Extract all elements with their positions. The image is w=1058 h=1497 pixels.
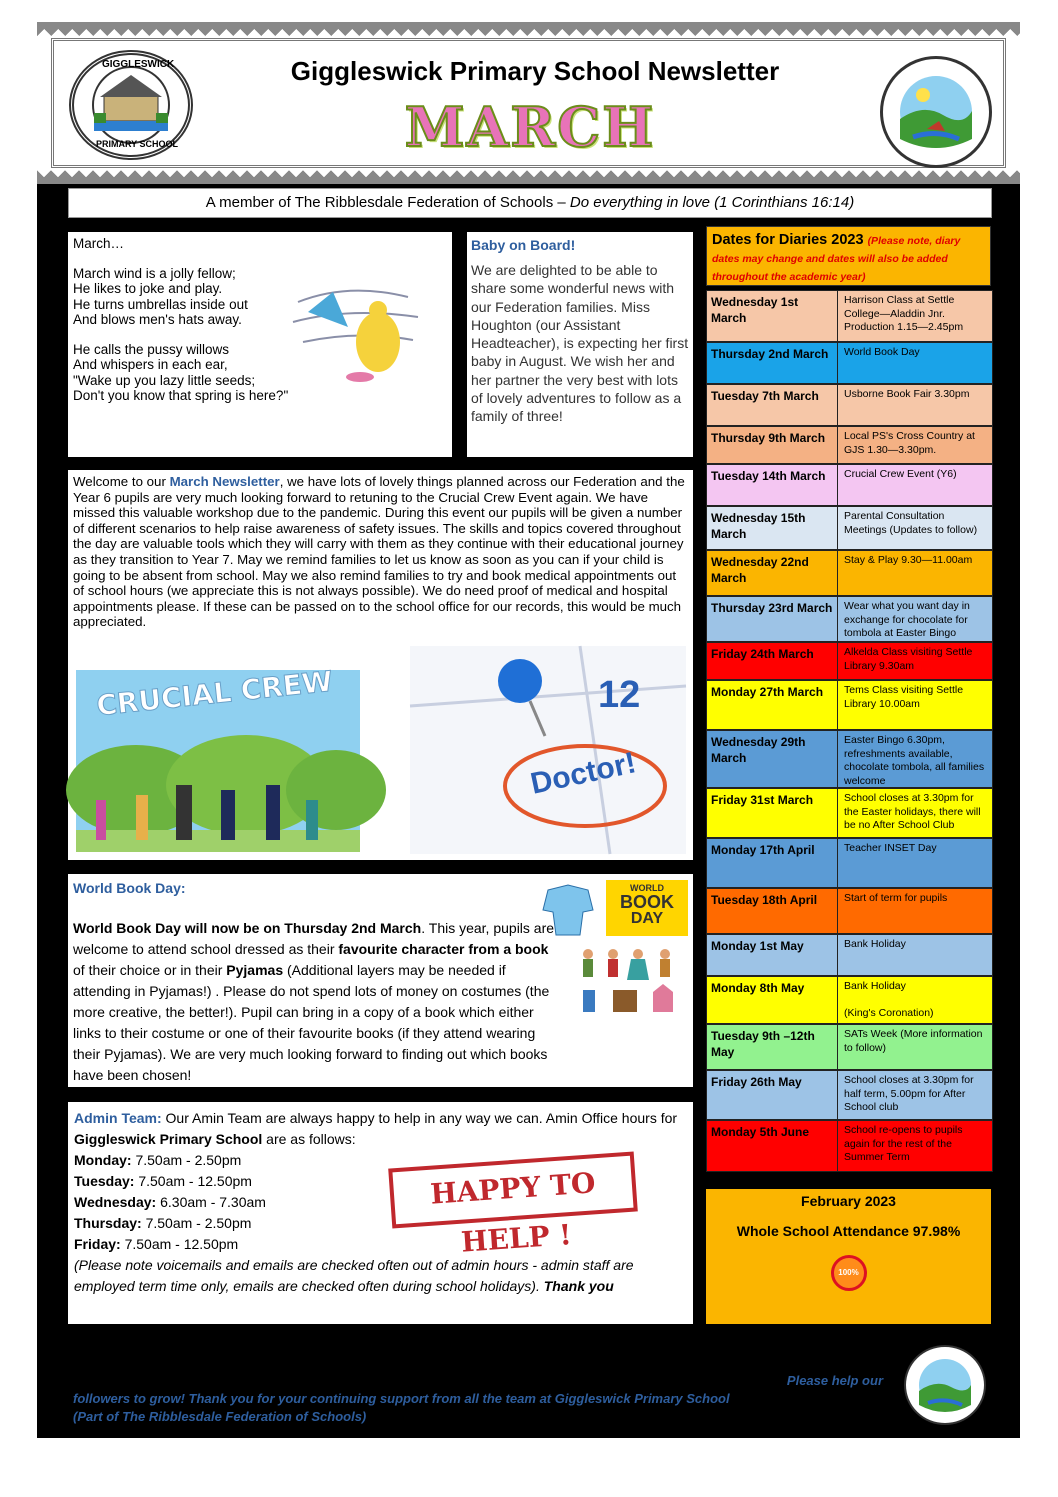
march-poem-box <box>68 232 452 457</box>
welcome-body: , we have lots of lovely things planned across our Federation and the Year 6 pupils are very much looking forward to retuning to the Crucial Crew Event again. We have missed this valuable workshop due to the pandemic. During this event our pupils will be given a number of different scenarios to help raise awareness of safety issues. The skills and topics covered throughout the day are valuable tools which they will carry with them as they continue with their educational journey as they transition to Year 7. May we remind families to let us know as soon as you can if your child is going to be absent from school. May we also remind families to try and book medical appointments out of school hours (we appreciate this is not always possible). We do need proof of medical and hospital appointments please. If these can be passed on to the school office for our records, this would be much appreciated. <box>73 474 685 630</box>
hours-day: Wednesday: <box>74 1194 157 1210</box>
hours-day: Monday: <box>74 1152 132 1168</box>
world-book-day-box <box>68 874 693 1087</box>
wbd-t3: (Additional layers may be needed if attending in Pyjamas!) . Please do not spend lots of money on costumes (the more creative, the better!). Pupil can bring in a copy of a book which either links to their costume or one of their favourite books (if they attend wearing their Pyjamas). We are very much looking forward to finding out which books have been chosen! <box>73 962 550 1083</box>
welcome-highlight: March Newsletter <box>169 474 280 489</box>
zigzag-border-bottom <box>37 170 1020 184</box>
date-cell: Wednesday 1st March <box>707 291 838 341</box>
month-banner: MARCH <box>404 95 656 159</box>
event-cell: School closes at 3.30pm for the Easter holidays, there will be no After School Club <box>844 792 981 831</box>
footer-text <box>73 1372 883 1426</box>
event-cell: Wear what you want day in exchange for chocolate for tombola at Easter Bingo <box>844 600 970 639</box>
dates-note: (Please note, diary dates may change and dates will also be added throughout the academic year) <box>712 235 961 283</box>
date-cell: Tuesday 18th April <box>707 889 838 933</box>
date-row <box>706 788 993 838</box>
date-row <box>706 426 993 464</box>
calendar-number: 12 <box>598 674 641 716</box>
newsletter-title: Giggleswick Primary School Newsletter <box>290 56 780 86</box>
date-row <box>706 642 993 680</box>
date-cell: Monday 5th June <box>707 1121 838 1171</box>
date-row <box>706 976 993 1024</box>
hours-time: 7.50am - 12.50pm <box>120 1236 239 1252</box>
wbd-t1: . This year, pupils are welcome to attend school dressed as their <box>73 920 555 957</box>
date-cell: Monday 27th March <box>707 681 838 729</box>
book-characters-image <box>573 942 693 1022</box>
event-cell: Alkelda Class visiting Settle Library 9.30am <box>844 646 973 672</box>
date-row <box>706 464 993 506</box>
wbd-t2: of their choice or in their <box>73 962 227 978</box>
wbd-bold-intro: World Book Day will now be on Thursday 2nd March <box>73 920 422 936</box>
welcome-text <box>73 474 688 630</box>
attendance-month: February 2023 <box>801 1193 896 1209</box>
doctor-calendar-image <box>410 646 686 854</box>
date-row <box>706 1120 993 1172</box>
event-cell: School closes at 3.30pm for half term, 5.00pm for After School club <box>844 1074 974 1113</box>
welcome-box <box>68 470 693 860</box>
date-cell: Tuesday 9th –12th May <box>707 1025 838 1069</box>
crucial-crew-label: CRUCIAL CREW <box>94 664 335 723</box>
date-row <box>706 1024 993 1070</box>
baby-on-board-box <box>467 232 693 457</box>
hours-day: Thursday: <box>74 1215 142 1231</box>
crucial-crew-scene-icon <box>76 730 360 852</box>
date-row <box>706 342 993 384</box>
footer-line-3: (Part of The Ribblesdale Federation of Schools) <box>73 1409 367 1424</box>
event-cell: Start of term for pupils <box>844 892 948 904</box>
date-row <box>706 384 993 426</box>
hours-time: 7.50am - 2.50pm <box>131 1152 242 1168</box>
date-row <box>706 838 993 888</box>
event-cell: Local PS's Cross Country at GJS 1.30—3.30pm. <box>844 430 975 456</box>
event-cell: Bank Holiday (King's Coronation) <box>844 980 934 1019</box>
date-row <box>706 550 993 596</box>
umbrella-wind-icon <box>288 272 428 387</box>
admin-note-text: (Please note voicemails and emails are checked often out of admin hours - admin staff are employed term time only, emails are checked often during school holidays). <box>74 1257 634 1294</box>
event-cell: Bank Holiday <box>844 938 906 950</box>
event-cell: Harrison Class at Settle College—Aladdin Jnr. Production 1.15—2.45pm <box>844 294 964 333</box>
hours-day: Tuesday: <box>74 1173 135 1189</box>
poem-stanza-1: March wind is a jolly fellow; He likes to joke and play. He turns umbrellas inside out And blows men's hats away. <box>73 265 248 327</box>
date-cell: Friday 31st March <box>707 789 838 837</box>
date-cell: Thursday 9th March <box>707 427 838 463</box>
poem-stanza-2: He calls the pussy willows And whispers in each ear, "Wake up you lazy little seeds; Don't you know that spring is here?" <box>73 341 289 403</box>
wbd-heading: World Book Day: <box>73 880 186 896</box>
pyjamas-image <box>538 880 598 940</box>
event-cell: Parental Consultation Meetings (Updates to follow) <box>844 510 978 536</box>
event-cell: World Book Day <box>844 346 920 358</box>
date-cell: Friday 24th March <box>707 643 838 679</box>
school-logo-top-text: GIGGLESWICK <box>102 59 175 70</box>
school-logo <box>69 50 193 160</box>
date-cell: Monday 17th April <box>707 839 838 887</box>
event-cell: Usborne Book Fair 3.30pm <box>844 388 970 400</box>
event-cell: Stay & Play 9.30—11.00am <box>844 554 973 566</box>
calendar-pin-icon <box>410 646 686 854</box>
wbd-logo-line2: BOOK <box>620 892 674 912</box>
hours-day: Friday: <box>74 1236 121 1252</box>
attendance-box <box>706 1189 991 1324</box>
footer-federation-logo <box>904 1345 986 1425</box>
doctor-label: Doctor! <box>527 746 639 801</box>
footer-line-1: Please help our <box>786 1373 883 1388</box>
attendance-figure: Whole School Attendance 97.98% <box>736 1223 961 1239</box>
dates-header <box>706 226 991 286</box>
federation-logo-icon <box>883 59 989 165</box>
dates-title: Dates for Diaries 2023 <box>712 232 868 248</box>
date-row <box>706 680 993 730</box>
windy-umbrella-illustration <box>288 272 428 387</box>
event-cell: School re-opens to pupils again for the rest of the Summer Term <box>844 1124 963 1163</box>
admin-team-box <box>68 1102 693 1324</box>
date-row <box>706 290 993 342</box>
welcome-prefix: Welcome to our <box>73 474 170 489</box>
date-cell: Wednesday 15th March <box>707 507 838 549</box>
admin-heading: Admin Team: <box>74 1110 162 1126</box>
admin-intro <box>74 1108 687 1150</box>
date-cell: Thursday 23rd March <box>707 597 838 641</box>
hours-time: 7.50am - 2.50pm <box>141 1215 252 1231</box>
tagline-motto: Do everything in love (1 Corinthians 16:14) <box>569 194 855 211</box>
stamp-text: HAPPY TO HELP ! <box>429 1166 597 1259</box>
wbd-logo-line1: WORLD <box>630 883 664 893</box>
admin-intro-text: Our Amin Team are always happy to help in any way we can. Amin Office hours for <box>161 1110 678 1126</box>
event-cell: Tems Class visiting Settle Library 10.00am <box>844 684 964 710</box>
event-cell: Easter Bingo 6.30pm, refreshments available, chocolate tombola, all families welcome <box>844 734 985 787</box>
world-book-day-logo <box>606 880 688 936</box>
header <box>37 22 1020 184</box>
poem-heading: March… <box>73 236 125 251</box>
newsletter-page <box>37 22 1020 1438</box>
date-row <box>706 730 993 788</box>
tagline-text: A member of The Ribblesdale Federation of Schools – <box>205 194 570 211</box>
date-cell: Monday 8th May <box>707 977 838 1023</box>
event-cell: Teacher INSET Day <box>844 842 937 854</box>
admin-note <box>74 1255 687 1297</box>
date-row <box>706 506 993 550</box>
wbd-logo-line3: DAY <box>630 910 664 927</box>
date-cell: Monday 1st May <box>707 935 838 975</box>
admin-thanks: Thank you <box>543 1278 614 1294</box>
crucial-crew-image <box>76 664 360 852</box>
admin-intro-text-2: are as follows: <box>262 1131 356 1147</box>
hours-time: 6.30am - 7.30am <box>156 1194 266 1210</box>
date-row <box>706 934 993 976</box>
footer-line-2: followers to grow! Thank you for your continuing support from all the team at Giggleswick Primary School <box>73 1391 730 1406</box>
tagline <box>68 188 992 218</box>
school-logo-bottom-text: PRIMARY SCHOOL <box>96 139 179 149</box>
attendance-badge: 100% <box>831 1255 867 1291</box>
wbd-text-top <box>73 918 563 1086</box>
date-row <box>706 1070 993 1120</box>
event-cell: Crucial Crew Event (Y6) <box>844 468 957 480</box>
baby-heading: Baby on Board! <box>471 237 576 253</box>
book-characters-icon <box>573 942 693 1022</box>
date-cell: Thursday 2nd March <box>707 343 838 383</box>
event-cell: SATs Week (More information to follow) <box>844 1028 983 1054</box>
date-row <box>706 596 993 642</box>
pyjamas-icon <box>538 880 598 940</box>
admin-school: Giggleswick Primary School <box>74 1131 263 1147</box>
wbd-b2: Pyjamas <box>226 962 284 978</box>
date-cell: Friday 26th May <box>707 1071 838 1119</box>
date-cell: Tuesday 7th March <box>707 385 838 425</box>
zigzag-border-top <box>37 22 1020 36</box>
wbd-b1: favourite character from a book <box>338 941 549 957</box>
federation-logo-small-icon <box>906 1347 984 1423</box>
federation-logo <box>880 56 992 168</box>
date-cell: Wednesday 29th March <box>707 731 838 787</box>
date-cell: Tuesday 14th March <box>707 465 838 505</box>
hours-time: 7.50am - 12.50pm <box>134 1173 252 1189</box>
date-row <box>706 888 993 934</box>
baby-text: We are delighted to be able to share some wonderful news with our Federation families. Miss Houghton (our Assistant Headteacher), is expecting her first baby in August. We wish her and her partner the very best with lots of lovely adventures to follow as a family of three! <box>471 262 689 425</box>
date-cell: Wednesday 22nd March <box>707 551 838 595</box>
